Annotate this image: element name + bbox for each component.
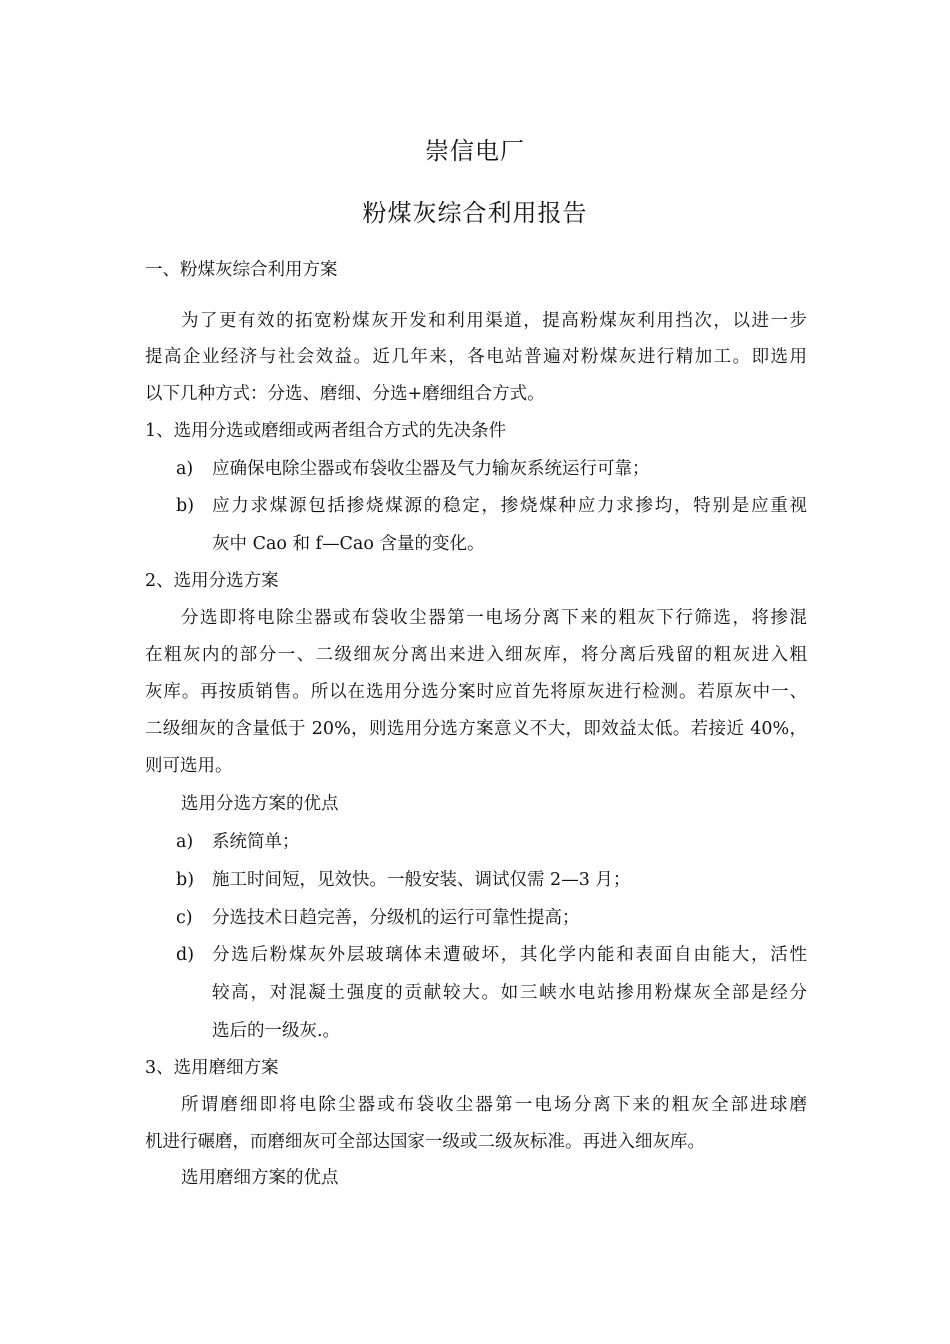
sep-line-3: 灰库。再按质销售。所以在选用分选分案时应首先将原灰进行检测。若原灰中一、 [145,682,807,702]
sep-line-2: 在粗灰内的部分一、二级细灰分离出来进入细灰库，将分离后残留的粗灰进入粗 [145,645,807,665]
cond-a-text: 应确保电除尘器或布袋收尘器及气力输灰系统运行可靠； [212,459,650,479]
grind-advantages-title: 选用磨细方案的优点 [181,1168,339,1188]
sep-line-4: 二级细灰的含量低于 20%，则选用分选方案意义不大，即效益太低。若接近 40%， [145,719,807,739]
sep-adv-a-label: a) [176,832,194,852]
sep-adv-c-text: 分选技术日趋完善，分级机的运行可靠性提高； [212,908,580,928]
cond-b-continuation: 灰中 Cao 和 f—Cao 含量的变化。 [212,534,485,554]
sep-adv-d-continuation-1: 较高，对混凝土强度的贡献较大。如三峡水电站掺用粉煤灰全部是经分 [212,983,807,1003]
grind-line-2: 机进行碾磨，而磨细灰可全部达国家一级或二级灰标准。再进入细灰库。 [145,1132,705,1152]
section-heading-1: 一、粉煤灰综合利用方案 [145,260,338,280]
sep-adv-a-text: 系统简单； [212,832,300,852]
sep-adv-d-text: 分选后粉煤灰外层玻璃体未遭破坏，其化学内能和表面自由能大，活性 [212,945,807,965]
subheading-2: 2、选用分选方案 [145,571,279,591]
cond-b-label: b) [176,496,195,516]
sep-advantages-title: 选用分选方案的优点 [181,794,339,814]
sep-line-1: 分选即将电除尘器或布袋收尘器第一电场分离下来的粗灰下行筛选，将掺混 [181,608,807,628]
grind-line-1: 所谓磨细即将电除尘器或布袋收尘器第一电场分离下来的粗灰全部进球磨 [181,1095,807,1115]
cond-a-label: a) [176,459,194,479]
doc-title: 崇信电厂 [425,137,525,165]
sep-adv-b-text: 施工时间短，见效快。一般安装、调试仅需 2—3 月； [212,870,631,890]
intro-line-2: 提高企业经济与社会效益。近几年来，各电站普遍对粉煤灰进行精加工。即选用 [145,347,807,367]
sep-line-5: 则可选用。 [145,756,233,776]
sep-adv-b-label: b) [176,870,195,890]
cond-b-text: 应力求煤源包括掺烧煤源的稳定，掺烧煤种应力求掺均，特别是应重视 [212,496,807,516]
sep-adv-d-continuation-2: 选后的一级灰.。 [212,1021,341,1041]
doc-subtitle: 粉煤灰综合利用报告 [362,199,588,227]
subheading-1: 1、选用分选或磨细或两者组合方式的先决条件 [145,421,507,441]
subheading-3: 3、选用磨细方案 [145,1058,279,1078]
intro-line-3: 以下几种方式：分选、磨细、分选+磨细组合方式。 [145,384,545,404]
sep-adv-c-label: c) [176,908,193,928]
intro-line-1: 为了更有效的拓宽粉煤灰开发和利用渠道，提高粉煤灰利用挡次，以进一步 [181,311,807,331]
sep-adv-d-label: d) [176,945,195,965]
